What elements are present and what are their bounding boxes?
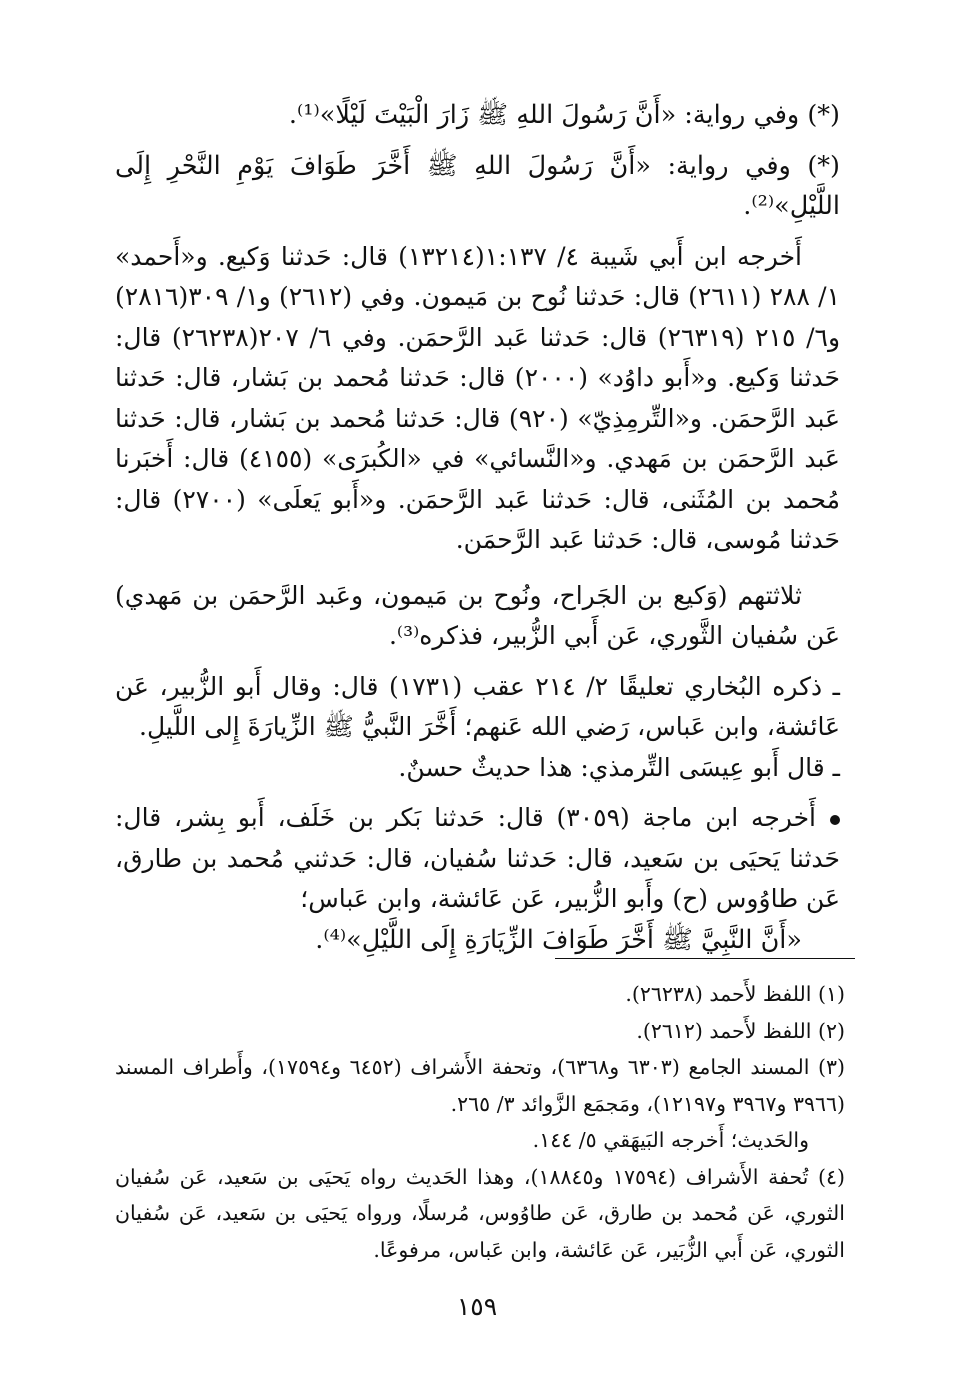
chain-summary-paragraph: ثلاثتهم (وَكيع بن الجَراح، ونُوح بن مَيمون، وعَبد الرَّحمَن بن مَهدي) عَن سُفيان الثَّوري، عَن أَبي الزُّبير، فذكره⁽³⁾. [115, 580, 840, 650]
narration-variant-2: (*) وفي رواية: «أَنَّ رَسُولَ اللهِ ﷺ أَخَّرَ طَوَافَ يَوْمِ النَّحْرِ إِلَى اللَّيْلِ»⁽²⁾. [115, 150, 840, 221]
footnote-3: (٣) المسند الجامع (٦٣٠٣ و٦٣٦٨)، وتحفة الأَشراف (٦٤٥٢ و١٧٥٩٤)، وأَطراف المسند (٣٩٦٦ و٣٩٦٧ و١٢١٩٧)، ومَجمَع الزَّوائد ٣/ ٢٦٥. [115, 1055, 846, 1116]
main-text [115, 95, 840, 960]
bukhari-note-paragraph: ـ ذكره البُخاري تعليقًا ٢/ ٢١٤ عقب (١٧٣١) قال: وقال أَبو الزُّبير، عَن عَائشة، وابن عَباس، رَضي الله عَنهم؛ أَخَّرَ النَّبيُّ ﷺ الزِّيارَةَ إِلى اللَّيلِ. [115, 671, 840, 741]
page-number: ١٥٩ [456, 1292, 498, 1321]
bullet-icon [830, 815, 840, 825]
footnote-2: (٢) اللفظ لأَحمد (٢٦١٢). [636, 1018, 845, 1043]
footnote-4: (٤) تُحفة الأَشراف (١٧٥٩٤ و١٨٨٤٥)، وهذا الحَديث رواه يَحيَى بن سَعيد، عَن سُفيان الثوري، عَن مُحمد بن طارق، عَن طاوُوس، مُرسلًا، ورواه يَحيَى بن سَعيد، عَن سُفيان الثوري، عَن أَبي الزُّبَير، عَن عَائشة، وابن عَباس، مرفوعًا. [115, 1164, 845, 1262]
footnote-separator [555, 958, 855, 959]
footnote-1: (١) اللفظ لأَحمد (٢٦٢٣٨). [625, 982, 845, 1006]
tirmidhi-note-paragraph: ـ قال أَبو عِيسَى التِّرمذي: هذا حديثٌ حسنٌ. [398, 752, 840, 782]
footnote-3-continuation: والحَديث؛ أَخرجه البَيهَقي ٥/ ١٤٤. [532, 1128, 809, 1152]
hadith-text: «أَنَّ النَّبِيَّ ﷺ أَخَّرَ طَوَافَ الزِّيَارَةِ إِلَى اللَّيْلِ»⁽⁴⁾. [315, 924, 802, 955]
footnotes [115, 976, 845, 1268]
takhrij-paragraph: أَخرجه ابن أَبي شَيبة ٤/ ١:١٣٧(١٣٢١٤) قال: حَدثنا وَكيع. و«أَحمد» ١/ ٢٨٨ (٢٦١١) قال: حَدثنا نُوح بن مَيمون. وفي (٢٦١٢) و١/ ٣٠٩(٢٨١٦) و٦/ ٢١٥ (٢٦٣١٩) قال: حَدثنا عَبد الرَّحمَن. وفي ٦/ ٢٠٧(٢٦٢٣٨) قال: حَدثنا وَكيع. و«أَبو داوُد» (٢٠٠٠) قال: حَدثنا مُحمد بن بَشار، قال: حَدثنا عَبد الرَّحمَن. و«التِّرمِذِيّ» (٩٢٠) قال: حَدثنا مُحمد بن بَشار، قال: حَدثنا عَبد الرَّحمَن بن مَهدي. و«النَّسائي» في «الكُبرَى» (٤١٥٥) قال: أَخبَرنا مُحمد بن المُثَنى، قال: حَدثنا عَبد الرَّحمَن. و«أَبو يَعلَى» (٢٧٠٠) قال: حَدثنا مُوسى، قال: حَدثنا عَبد الرَّحمَن. [115, 241, 841, 554]
ibn-majah-paragraph [115, 798, 840, 920]
narration-variant-1: (*) وفي رواية: «أَنَّ رَسُولَ اللهِ ﷺ زَارَ الْبَيْتَ لَيْلًا»⁽¹⁾. [288, 100, 840, 130]
ibn-majah-text: أَخرجه ابن ماجة (٣٠٥٩) قال: حَدثنا بَكر بن خَلَف، أَبو بِشر، قال: حَدثنا يَحيَى بن سَعيد، قال: حَدثنا سُفيان، قال: حَدثني مُحمد بن طارق، عَن طاوُوس (ح) وأَبو الزُّبير، عَن عَائشة، وابن عَباس؛ [115, 803, 840, 913]
